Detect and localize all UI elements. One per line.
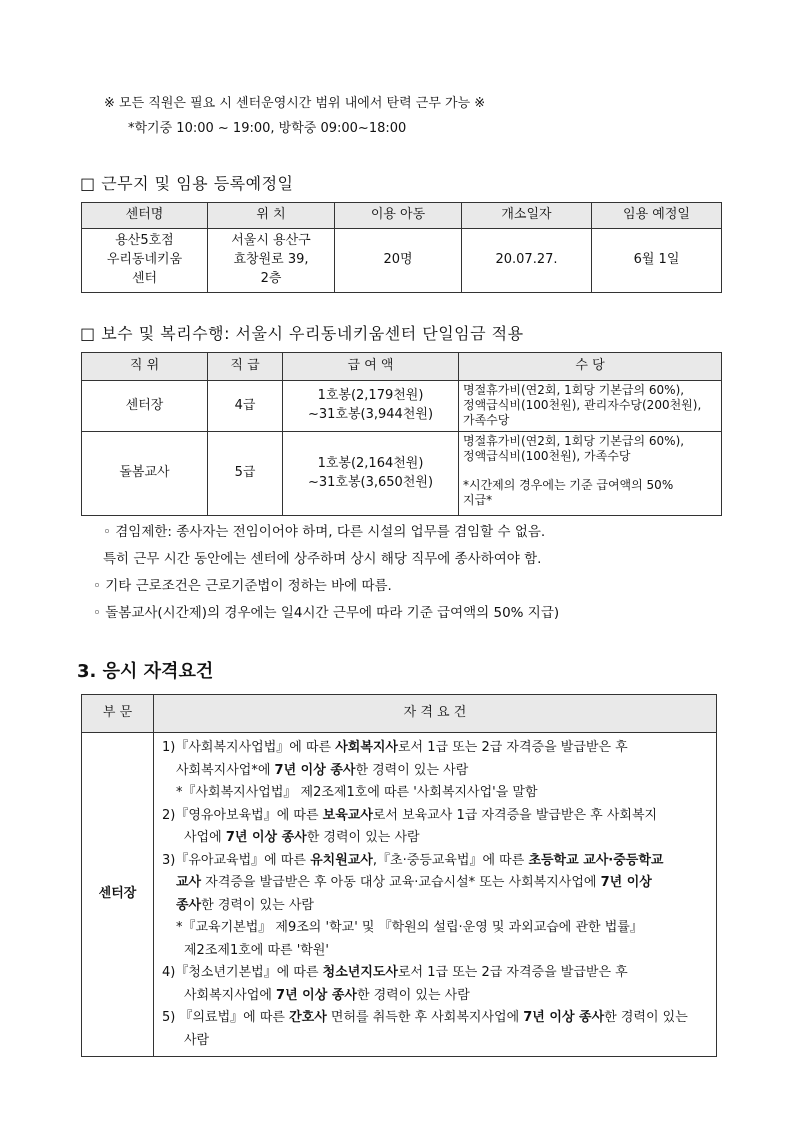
requirement-text: 면허를 취득한 후 사회복지사업에 bbox=[326, 1010, 524, 1025]
requirement-text: 한 경력이 있는 bbox=[604, 1010, 688, 1025]
requirement-line bbox=[162, 827, 710, 850]
table-row bbox=[82, 733, 717, 1057]
requirement-text: 한 경력이 있는 사람 bbox=[306, 830, 420, 845]
requirement-text: 제2조제1호에 따른 '학원' bbox=[184, 942, 329, 958]
header-children: 이용 아동 bbox=[335, 203, 462, 229]
cell-opened: 20.07.27. bbox=[462, 229, 592, 293]
requirement-line bbox=[162, 895, 710, 918]
emphasis-text: 청소년지도사 bbox=[322, 965, 398, 980]
requirement-line bbox=[162, 760, 710, 783]
requirement-text: 사회복지사업에 bbox=[184, 987, 277, 1003]
emphasis-text: 교사 bbox=[176, 875, 202, 890]
requirement-text: 한 경력이 있는 사람 bbox=[201, 897, 314, 913]
emphasis-text: 7년 이상 bbox=[600, 875, 652, 890]
requirement-line bbox=[162, 737, 710, 760]
requirement-text: 한 경력이 있는 사람 bbox=[355, 762, 469, 778]
requirement-text: 사회복지사업*에 bbox=[176, 762, 275, 778]
cell-requirements bbox=[154, 733, 717, 1057]
header-appoint: 임용 예정일 bbox=[592, 203, 722, 229]
cell-location: 서울시 용산구 효창원로 39, 2층 bbox=[208, 229, 335, 293]
requirement-text: *『사회복지사업법』 제2조제1호에 따른 '사회복지사업'을 말함 bbox=[176, 785, 538, 800]
emphasis-text: 초등학교 교사·중등학교 bbox=[528, 852, 664, 868]
requirement-text: 3)『유아교육법』에 따른 bbox=[162, 852, 311, 868]
requirement-text: 로서 1급 또는 2급 자격증을 발급받은 후 bbox=[398, 740, 628, 755]
note-concurrent: ◦ 겸임제한: 종사자는 전임이어야 하며, 다른 시설의 업무를 겸임할 수 없음. bbox=[103, 524, 546, 540]
emphasis-text: 유치원교사 bbox=[310, 852, 373, 868]
cell-center-name: 용산5호점 우리동네키움 센터 bbox=[82, 229, 208, 293]
requirement-text: 자격증을 발급받은 후 아동 대상 교육·교습시설* 또는 사회복지사업에 bbox=[201, 875, 601, 890]
requirement-text: 4)『청소년기본법』에 따른 bbox=[162, 965, 323, 980]
requirement-text: 사업에 bbox=[184, 830, 226, 845]
qualification-table bbox=[81, 694, 717, 1057]
cell-grade: 4급 bbox=[208, 381, 283, 432]
requirement-line bbox=[162, 1007, 710, 1030]
requirement-line bbox=[162, 962, 710, 985]
workplace-table bbox=[81, 202, 722, 293]
note-hours: *학기중 10:00 ~ 19:00, 방학중 09:00~18:00 bbox=[128, 121, 407, 136]
emphasis-text: 7년 이상 종사 bbox=[523, 1010, 605, 1025]
cell-grade: 5급 bbox=[208, 432, 283, 516]
header-location: 위 치 bbox=[208, 203, 335, 229]
pay-heading: □ 보수 및 복리수행: 서울시 우리동네키움센터 단일임금 적용 bbox=[80, 324, 524, 343]
header-salary: 급 여 액 bbox=[283, 353, 459, 381]
requirement-line bbox=[162, 805, 710, 828]
emphasis-text: 간호사 bbox=[289, 1010, 327, 1025]
header-opened: 개소일자 bbox=[462, 203, 592, 229]
requirement-line bbox=[162, 917, 710, 940]
header-requirements: 자 격 요 건 bbox=[154, 695, 717, 733]
emphasis-text: 7년 이상 종사 bbox=[274, 762, 356, 778]
requirement-line bbox=[162, 850, 710, 873]
requirement-text: 로서 1급 또는 2급 자격증을 발급받은 후 bbox=[398, 965, 628, 980]
requirement-line bbox=[162, 940, 710, 963]
emphasis-text: 7년 이상 종사 bbox=[225, 830, 307, 845]
emphasis-text: 7년 이상 종사 bbox=[276, 987, 357, 1003]
header-grade: 직 급 bbox=[208, 353, 283, 381]
note-concurrent-detail: 특히 근무 시간 동안에는 센터에 상주하며 상시 해당 직무에 종사하여야 함. bbox=[103, 551, 542, 567]
cell-salary: 1호봉(2,179천원) ~31호봉(3,944천원) bbox=[283, 381, 459, 432]
requirement-text: *『교육기본법』 제9조의 '학교' 및 『학원의 설립·운영 및 과외교습에 관한 법률』 bbox=[176, 920, 643, 935]
note-part-time: ◦ 돌봄교사(시간제)의 경우에는 일4시간 근무에 따라 기준 급여액의 50% 지급) bbox=[93, 605, 560, 621]
section-title: 3. 응시 자격요건 bbox=[77, 661, 214, 682]
pay-table bbox=[81, 352, 722, 516]
requirement-text: 2)『영유아보육법』에 따른 bbox=[162, 807, 323, 823]
requirement-text: 1)『사회복지사업법』에 따른 bbox=[162, 740, 336, 755]
cell-position: 센터장 bbox=[82, 381, 208, 432]
cell-appoint: 6월 1일 bbox=[592, 229, 722, 293]
emphasis-text: 종사 bbox=[176, 897, 202, 913]
header-position: 직 위 bbox=[82, 353, 208, 381]
cell-benefits: 명절휴가비(연2회, 1회당 기본급의 60%), 정액급식비(100천원), 가족수당 *시간제의 경우에는 기준 급여액의 50% 지급* bbox=[459, 432, 722, 516]
table-row bbox=[82, 432, 722, 516]
note-labor-law: ◦ 기타 근로조건은 근로기준법이 정하는 바에 따름. bbox=[93, 578, 392, 594]
header-center-name: 센터명 bbox=[82, 203, 208, 229]
requirement-text: 5) 『의료법』에 따른 bbox=[162, 1010, 290, 1025]
header-benefits: 수 당 bbox=[459, 353, 722, 381]
requirement-text: 로서 보육교사 1급 자격증을 발급받은 후 사회복지 bbox=[372, 807, 658, 823]
requirement-line bbox=[162, 1030, 710, 1053]
requirement-line bbox=[162, 872, 710, 895]
note-flexible-work: ※ 모든 직원은 필요 시 센터운영시간 범위 내에서 탄력 근무 가능 ※ bbox=[104, 96, 486, 111]
emphasis-text: 보육교사 bbox=[322, 807, 373, 823]
requirement-line bbox=[162, 782, 710, 805]
requirement-text: ,『초·중등교육법』에 따른 bbox=[372, 852, 529, 868]
cell-position: 돌봄교사 bbox=[82, 432, 208, 516]
cell-salary: 1호봉(2,164천원) ~31호봉(3,650천원) bbox=[283, 432, 459, 516]
workplace-heading: □ 근무지 및 임용 등록예정일 bbox=[80, 174, 294, 193]
table-row bbox=[82, 381, 722, 432]
header-division: 부 문 bbox=[82, 695, 154, 733]
cell-benefits: 명절휴가비(연2회, 1회당 기본급의 60%), 정액급식비(100천원), 관리자수당(200천원), 가족수당 bbox=[459, 381, 722, 432]
requirement-line bbox=[162, 985, 710, 1008]
requirement-text: 사람 bbox=[184, 1032, 210, 1048]
emphasis-text: 사회복지사 bbox=[335, 740, 398, 755]
cell-children: 20명 bbox=[335, 229, 462, 293]
cell-category: 센터장 bbox=[82, 733, 154, 1057]
requirement-text: 한 경력이 있는 사람 bbox=[356, 987, 470, 1003]
